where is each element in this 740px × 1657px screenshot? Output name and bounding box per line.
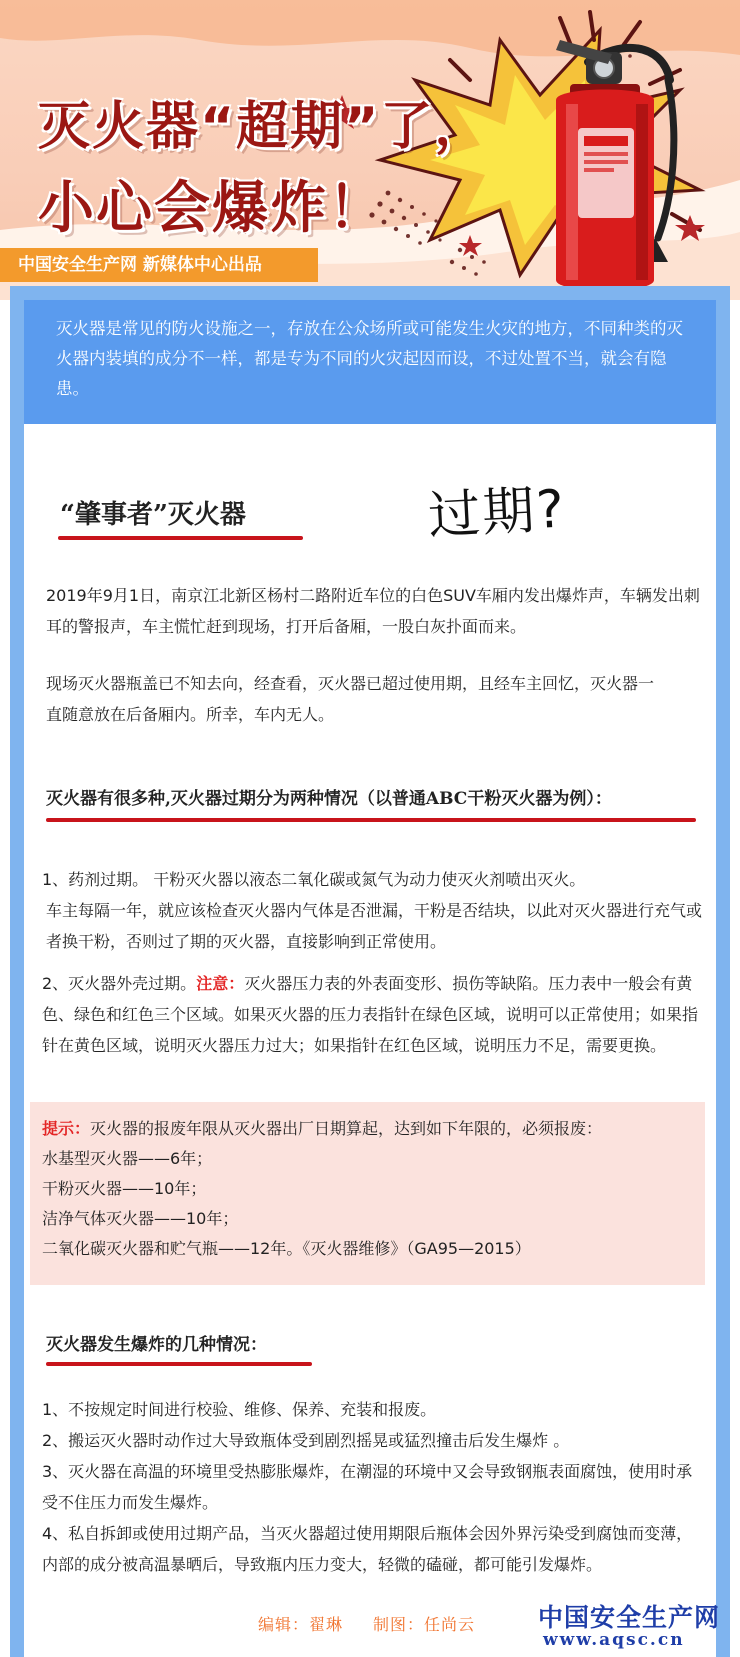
section3-underline — [46, 1362, 312, 1366]
section2-note-label: 注意： — [196, 974, 245, 993]
section2-item-1-rest: 车主每隔一年，就应该检查灭火器内气体是否泄漏，干粉是否结块，以此对灭火器进行充气或者换干粉，否则过了期的灭火器，直接影响到正常使用。 — [46, 901, 703, 951]
section1-paragraph-1: 2019年9月1日，南京江北新区杨村二路附近车位的白色SUV车厢内发出爆炸声，车辆发出刺耳的警报声，车主慌忙赶到现场，打开后备厢，一股白灰扑面而来。 — [46, 586, 700, 636]
intro-box — [24, 300, 716, 424]
tip-item: 二氧化碳灭火器和贮气瓶——12年。《灭火器维修》（GA95—2015） — [42, 1239, 531, 1258]
headline-line-1: 灭火器“超期”了， — [38, 97, 489, 157]
section3-item-2: 2、搬运灭火器时动作过大导致瓶体受到剧烈摇晃或猛烈撞击后发生爆炸 。 — [42, 1431, 570, 1450]
section2-underline — [46, 818, 696, 822]
section3-item-3: 3、灭火器在高温的环境里受热膨胀爆炸，在潮湿的环境中又会导致钢瓶表面腐蚀，使用时承受不住压力而发生爆炸。 — [42, 1462, 693, 1512]
tip-item: 洁净气体灭火器——10年； — [42, 1209, 239, 1228]
section3-item-4: 4、私自拆卸或使用过期产品，当灭火器超过使用期限后瓶体会因外界污染受到腐蚀而变薄，内部的成分被高温暴晒后，导致瓶内压力变大，轻微的磕碰，都可能引发爆炸。 — [42, 1524, 693, 1574]
site-logo-url[interactable]: www.aqsc.cn — [543, 1630, 685, 1650]
footer-credits — [258, 1612, 505, 1635]
section1-paragraph-2: 现场灭火器瓶盖已不知去向，经查看，灭火器已超过使用期，且经车主回忆，灭火器一直随意放在后备厢内。所幸，车内无人。 — [46, 674, 655, 724]
tip-label: 提示： — [42, 1119, 91, 1138]
designer-credit: 制图：任尚云 — [373, 1615, 476, 1634]
tip-intro: 灭火器的报废年限从灭火器出厂日期算起，达到如下年限的，必须报废： — [90, 1119, 603, 1138]
section3-item-1: 1、不按规定时间进行校验、维修、保养、充装和报废。 — [42, 1400, 437, 1419]
intro-text: 灭火器是常见的防火设施之一，存放在公众场所或可能发生火灾的地方，不同种类的灭火器内装填的成分不一样，都是专为不同的火灾起因而设，不过处置不当，就会有隐患。 — [56, 319, 683, 398]
section1-underline — [58, 536, 303, 540]
site-logo-name[interactable]: 中国安全生产网 — [538, 1603, 721, 1632]
headline-line-2: 小心会爆炸！ — [38, 176, 386, 241]
tip-box — [30, 1102, 705, 1285]
section2-item-2 — [42, 968, 702, 1061]
section2-item-1-line1: 1、药剂过期。 干粉灭火器以液态二氧化碳或氮气为动力使灭火剂喷出灭火。 — [42, 870, 586, 889]
handwritten-overdue-question: 过期? — [426, 479, 568, 547]
section2-title: 灭火器有很多种,灭火器过期分为两种情况（以普通ABC干粉灭火器为例）： — [46, 789, 612, 809]
brand-bar: 中国安全生产网 新媒体中心出品 — [0, 248, 318, 282]
editor-credit: 编辑：翟琳 — [258, 1615, 344, 1634]
section2-item-2-prefix: 2、灭火器外壳过期。 — [42, 974, 197, 993]
header-banner — [0, 0, 740, 300]
tip-item: 水基型灭火器——6年； — [42, 1149, 213, 1168]
section2-item-2-text: 灭火器压力表的外表面变形、损伤等缺陷。压力表中一般会有黄色、绿色和红色三个区域。如果灭火器的压力表指针在绿色区域，说明可以正常使用；如果指针在黄色区域，说明灭火器压力过大；如果指针在红色区域，说明压力不足，需要更换。 — [42, 974, 699, 1055]
section1-title: “肇事者”灭火器 — [60, 500, 246, 530]
tip-intro-line — [42, 1114, 693, 1144]
tip-item: 干粉灭火器——10年； — [42, 1179, 207, 1198]
section3-title: 灭火器发生爆炸的几种情况： — [46, 1335, 267, 1355]
